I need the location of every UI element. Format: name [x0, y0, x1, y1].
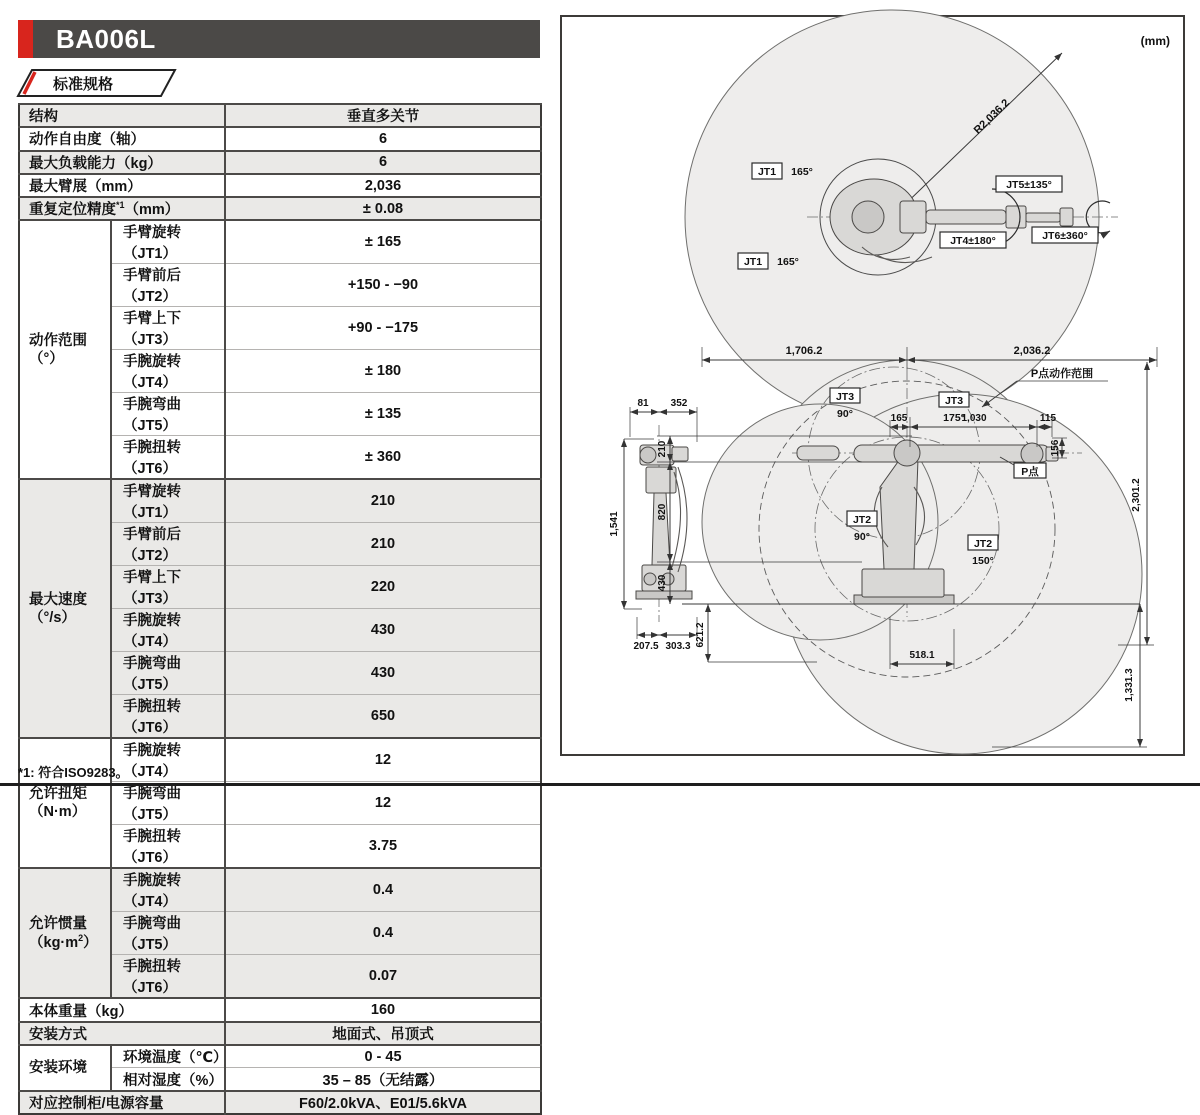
table-row	[19, 104, 541, 127]
table-row	[19, 868, 541, 912]
dim-115: 115	[1039, 413, 1057, 424]
row-value: 12	[225, 738, 541, 782]
row-value: 0.4	[225, 912, 541, 955]
dim-1030: 1,030	[961, 413, 987, 424]
svg-text:165°: 165°	[791, 166, 813, 178]
row-value: ± 165	[225, 220, 541, 264]
row-value: 0.4	[225, 868, 541, 912]
row-value: ± 180	[225, 350, 541, 393]
row-value: 12	[225, 782, 541, 825]
row-label: 手臂旋转（JT1）	[111, 220, 225, 264]
row-label: 动作自由度（轴）	[19, 127, 225, 150]
group-label: 动作范围 （°）	[19, 220, 111, 479]
table-row	[19, 174, 541, 197]
standard-spec-banner	[15, 67, 195, 99]
row-label: 手腕扭转（JT6）	[111, 825, 225, 869]
table-row	[19, 1091, 541, 1114]
row-label: 手腕弯曲（JT5）	[111, 393, 225, 436]
table-row	[19, 127, 541, 150]
table-row	[19, 1045, 541, 1068]
row-label: 手腕扭转（JT6）	[111, 695, 225, 739]
group-label: 允许扭矩 （N·m）	[19, 738, 111, 868]
row-label: 手臂前后（JT2）	[111, 523, 225, 566]
jt1-label-top	[752, 163, 813, 179]
dim-156: 156	[1050, 439, 1061, 457]
row-label: 手腕弯曲（JT5）	[111, 912, 225, 955]
row-label: 环境温度（℃）	[111, 1045, 225, 1068]
main-view	[657, 345, 1157, 754]
group-label: 安装环境	[19, 1045, 111, 1091]
dim-621: 621.2	[695, 622, 706, 648]
jt1-label-bottom	[738, 253, 799, 269]
row-value: 地面式、吊顶式	[225, 1022, 541, 1045]
group-label: 最大速度 （°/s）	[19, 479, 111, 738]
row-value: 2,036	[225, 174, 541, 197]
dim-2036: 2,036.2	[1013, 345, 1051, 357]
jt5-label	[996, 176, 1062, 192]
row-value: 160	[225, 998, 541, 1021]
row-value: 220	[225, 566, 541, 609]
row-label: 手臂前后（JT2）	[111, 264, 225, 307]
svg-text:JT4±180°: JT4±180°	[950, 235, 996, 247]
row-label: 手腕扭转（JT6）	[111, 955, 225, 999]
bottom-rule	[0, 783, 1200, 786]
svg-text:JT3: JT3	[835, 391, 855, 403]
row-value: 垂直多关节	[225, 104, 541, 127]
svg-text:165°: 165°	[777, 256, 799, 268]
row-label: 重复定位精度$^{*1}$（mm）	[19, 197, 225, 220]
table-row	[19, 1022, 541, 1045]
dim-430: 430	[657, 574, 668, 592]
model-name: BA006L	[56, 24, 156, 54]
row-label: 结构	[19, 104, 225, 127]
row-label: 手腕旋转（JT4）	[111, 738, 225, 782]
row-label: 本体重量（kg）	[19, 998, 225, 1021]
svg-text:JT1: JT1	[743, 256, 763, 268]
row-label: 最大负载能力（kg）	[19, 151, 225, 174]
row-label: 手腕弯曲（JT5）	[111, 652, 225, 695]
row-value: 0.07	[225, 955, 541, 999]
row-value: 430	[225, 652, 541, 695]
row-value: ± 0.08	[225, 197, 541, 220]
units-label: (mm)	[1140, 34, 1170, 48]
svg-text:90°: 90°	[837, 408, 853, 420]
svg-text:JT1: JT1	[757, 166, 777, 178]
row-label: 最大臂展（mm）	[19, 174, 225, 197]
row-value: +150 - −90	[225, 264, 541, 307]
red-accent-block	[18, 20, 33, 58]
svg-text:P点: P点	[1021, 466, 1039, 478]
svg-text:90°: 90°	[854, 531, 870, 543]
row-value: 430	[225, 609, 541, 652]
table-row	[19, 151, 541, 174]
dimension-panel	[560, 15, 1185, 756]
row-value: 0 - 45	[225, 1045, 541, 1068]
row-label: 对应控制柜/电源容量	[19, 1091, 225, 1114]
svg-text:JT3: JT3	[944, 395, 964, 407]
group-label: 允许惯量 $(kg\cdot m^2)$	[19, 868, 111, 998]
svg-text:JT2: JT2	[973, 538, 993, 550]
dim-352: 352	[670, 398, 688, 409]
row-label: 手臂上下（JT3）	[111, 566, 225, 609]
model-title-bar	[18, 20, 540, 58]
dim-210: 210	[657, 440, 668, 458]
dim-1706: 1,706.2	[785, 345, 823, 357]
row-value: +90 - −175	[225, 307, 541, 350]
row-label: 手腕旋转（JT4）	[111, 868, 225, 912]
row-label: 安装方式	[19, 1022, 225, 1045]
row-value: ± 135	[225, 393, 541, 436]
dimension-drawing	[562, 17, 1183, 754]
jt4-label	[940, 232, 1006, 248]
row-label: 手腕弯曲（JT5）	[111, 782, 225, 825]
row-label: 手腕旋转（JT4）	[111, 609, 225, 652]
dim-1331: 1,331.3	[1124, 668, 1135, 702]
dim-207: 207.5	[633, 641, 659, 652]
row-value: F60/2.0kVA、E01/5.6kVA	[225, 1091, 541, 1114]
svg-text:JT6±360°: JT6±360°	[1042, 230, 1088, 242]
dim-2301: 2,301.2	[1131, 478, 1142, 512]
svg-text:JT2: JT2	[852, 514, 872, 526]
row-label: 手臂旋转（JT1）	[111, 479, 225, 523]
row-value: 35 – 85（无结露）	[225, 1068, 541, 1091]
row-label: 相对湿度（%）	[111, 1068, 225, 1091]
row-value: 210	[225, 479, 541, 523]
svg-text:JT5±135°: JT5±135°	[1006, 179, 1052, 191]
banner-label: 标准规格	[53, 76, 114, 93]
row-value: 650	[225, 695, 541, 739]
dim-518: 518.1	[909, 650, 935, 661]
dim-165: 165	[890, 413, 908, 424]
radius-label: R2,036.2	[971, 97, 1013, 137]
footnote: *1: 符合ISO9283。	[18, 765, 129, 780]
table-row	[19, 220, 541, 264]
svg-text:150°: 150°	[972, 555, 994, 567]
row-value: 6	[225, 151, 541, 174]
dim-81: 81	[637, 398, 649, 409]
table-row	[19, 197, 541, 220]
p-range-label: P点动作范围	[1030, 368, 1094, 380]
table-row	[19, 479, 541, 523]
dim-1541: 1,541	[609, 511, 620, 537]
spec-table	[18, 103, 542, 1115]
svg-text:175°: 175°	[943, 412, 965, 424]
dim-303: 303.3	[665, 641, 691, 652]
row-label: 手腕扭转（JT6）	[111, 436, 225, 480]
row-value: 6	[225, 127, 541, 150]
row-value: 3.75	[225, 825, 541, 869]
row-label: 手腕旋转（JT4）	[111, 350, 225, 393]
row-value: 210	[225, 523, 541, 566]
row-label: 手臂上下（JT3）	[111, 307, 225, 350]
jt6-label	[1032, 227, 1098, 243]
dim-820: 820	[657, 503, 668, 521]
table-row	[19, 998, 541, 1021]
row-value: ± 360	[225, 436, 541, 480]
